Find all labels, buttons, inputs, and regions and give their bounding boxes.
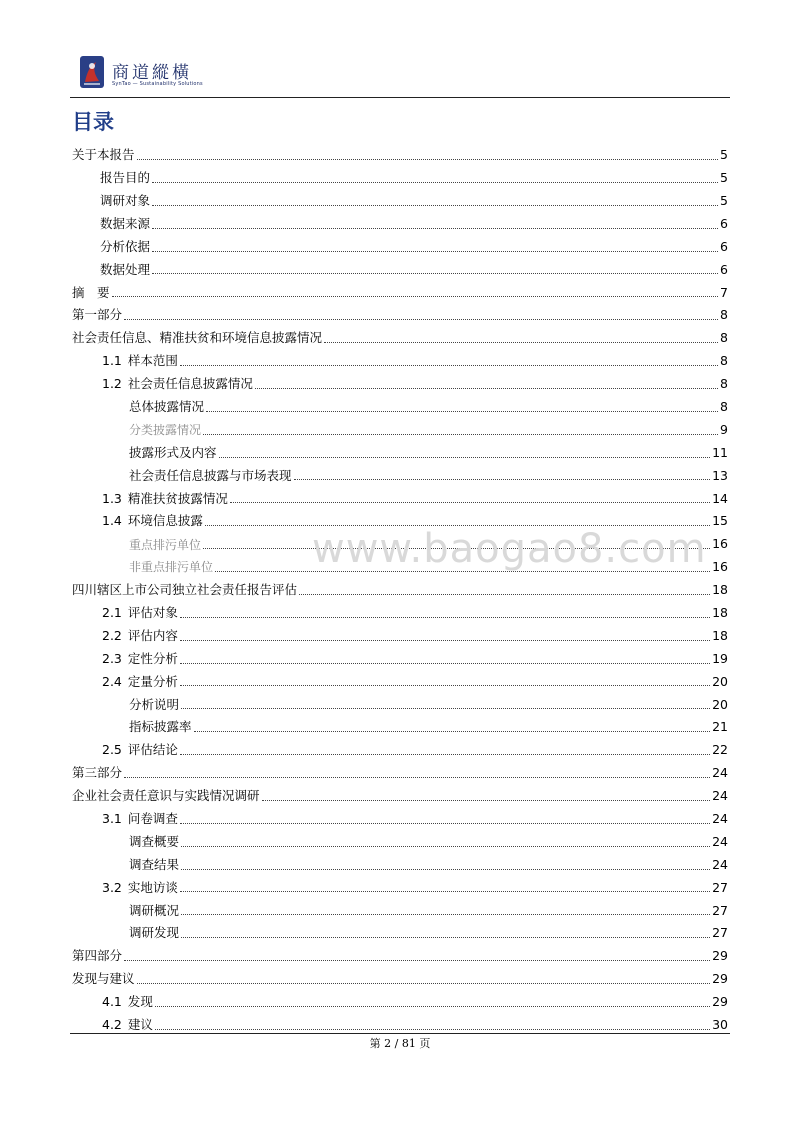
toc-entry-page: 5 [720,192,728,208]
toc-entry[interactable] [72,281,728,304]
toc-entry[interactable] [72,945,728,968]
toc-leader-dots [181,846,710,847]
toc-entry-label: 数据来源 [100,215,151,231]
logo-title: 商道縱橫 [112,63,192,83]
toc-entry[interactable] [72,670,728,693]
toc-entry-page: 13 [712,467,728,483]
watermark: www.baogao8.com [312,526,707,572]
toc-entry-page: 24 [712,833,728,849]
toc-entry[interactable] [72,739,728,762]
toc-entry-page: 6 [720,215,728,231]
toc-entry-label: 社会责任信息披露与市场表现 [129,467,292,483]
toc-entry-page: 5 [720,147,728,163]
toc-entry-number: 2.5 [102,742,122,758]
toc-entry[interactable] [72,464,728,487]
toc-entry-number: 2.4 [102,673,122,689]
toc-entry[interactable] [72,831,728,854]
toc-entry[interactable] [72,396,728,419]
toc-entry-label: 精准扶贫披露情况 [127,490,228,506]
toc-leader-dots [137,983,711,984]
toc-entry-page: 22 [712,742,728,758]
toc-entry-page: 24 [712,788,728,804]
toc-entry-label: 总体披露情况 [129,398,205,414]
toc-entry-page: 14 [712,490,728,506]
toc-entry-label: 定性分析 [127,650,178,666]
toc-leader-dots [205,525,710,526]
toc-entry-label: 第三部分 [72,765,123,781]
toc-entry[interactable] [72,648,728,671]
toc-entry-page: 19 [712,650,728,666]
toc-entry-page: 24 [712,811,728,827]
toc-entry-label: 重点排污单位 [129,537,202,552]
toc-entry-page: 18 [712,627,728,643]
toc-leader-dots [181,708,710,709]
toc-entry-label: 定量分析 [127,673,178,689]
toc-leader-dots [203,434,718,435]
footer-separator: / [394,1037,399,1050]
toc-entry[interactable] [72,419,728,442]
toc-entry[interactable] [72,190,728,213]
toc-entry-label: 调研对象 [100,192,151,208]
footer-divider [70,1033,730,1034]
toc-entry-label: 四川辖区上市公司独立社会责任报告评估 [72,582,298,598]
toc-entry-number: 2.1 [102,605,122,620]
toc-leader-dots [180,685,710,686]
toc-leader-dots [194,731,711,732]
toc-leader-dots [124,960,710,961]
toc-entry-label: 社会责任信息披露情况 [127,376,253,392]
toc-entry-page: 9 [720,421,728,437]
page-footer [0,1035,800,1051]
toc-leader-dots [152,273,718,274]
toc-leader-dots [180,891,710,892]
toc-leader-dots [124,777,710,778]
toc-entry-page: 29 [712,948,728,964]
toc-entry-label: 样本范围 [127,353,178,369]
toc-entry[interactable] [72,144,728,167]
toc-entry-label: 发现 [127,994,153,1010]
toc-entry-page: 8 [720,376,728,392]
toc-leader-dots [181,937,710,938]
toc-entry-page: 20 [712,673,728,689]
toc-entry-page: 29 [712,994,728,1010]
toc-leader-dots [155,1029,710,1030]
toc-entry[interactable] [72,602,728,625]
toc-entry[interactable] [72,258,728,281]
toc-entry-page: 16 [712,536,728,552]
toc-entry[interactable] [72,808,728,831]
toc-entry[interactable] [72,991,728,1014]
toc-entry-label: 社会责任信息、精准扶贫和环境信息披露情况 [72,330,323,346]
toc-entry-page: 7 [720,284,728,300]
toc-entry[interactable] [72,877,728,900]
toc-leader-dots [112,296,718,297]
toc-entry[interactable] [72,899,728,922]
toc-entry-label: 报告目的 [100,170,151,186]
toc-entry-page: 20 [712,696,728,712]
toc-entry[interactable] [72,854,728,877]
toc-entry-label: 调查结果 [129,856,180,872]
toc-entry-page: 30 [712,1017,728,1033]
toc-entry-page: 11 [712,444,728,460]
toc-entry[interactable] [72,785,728,808]
toc-leader-dots [152,182,718,183]
toc-entry[interactable] [72,373,728,396]
toc-leader-dots [230,502,710,503]
toc-entry[interactable] [72,510,728,533]
toc-leader-dots [181,914,710,915]
toc-entry-page: 8 [720,307,728,323]
toc-entry[interactable] [72,533,728,556]
toc-entry[interactable] [72,327,728,350]
toc-leader-dots [180,365,718,366]
toc-entry[interactable] [72,442,728,465]
toc-entry[interactable] [72,213,728,236]
toc-entry-page: 6 [720,261,728,277]
toc-entry-label: 摘 要 [72,284,110,300]
toc-leader-dots [124,319,718,320]
toc-leader-dots [180,663,710,664]
toc-entry-label: 环境信息披露 [127,513,203,529]
page-title: 目录 [72,110,114,134]
toc-entry-page: 24 [712,856,728,872]
toc-leader-dots [180,640,710,641]
toc-entry[interactable] [72,968,728,991]
toc-entry-label: 评估对象 [127,605,178,620]
toc-entry-page: 18 [712,605,728,620]
toc-entry-page: 21 [712,719,728,735]
toc-entry-page: 18 [712,582,728,598]
toc-leader-dots [215,571,710,572]
toc-entry[interactable] [72,350,728,373]
toc-entry-label: 第一部分 [72,307,123,323]
toc-leader-dots [299,594,710,595]
toc-entry-label: 披露形式及内容 [129,444,217,460]
toc-entry[interactable] [72,625,728,648]
toc-leader-dots [181,869,710,870]
toc-entry-number: 3.2 [102,879,122,895]
toc-entry[interactable] [72,487,728,510]
toc-entry-label: 第四部分 [72,948,123,964]
toc-entry-number: 2.3 [102,650,122,666]
toc-entry-page: 8 [720,330,728,346]
toc-leader-dots [152,228,718,229]
toc-leader-dots [203,548,710,549]
header-divider [70,97,730,98]
toc-entry[interactable] [72,579,728,602]
toc-entry-label: 发现与建议 [72,971,135,987]
toc-leader-dots [137,159,718,160]
toc-entry-label: 实地访谈 [127,879,178,895]
toc-entry-label: 非重点排污单位 [129,560,214,575]
logo-subtitle: SynTao — Sustainability Solutions [112,81,203,87]
toc-entry-label: 分析说明 [129,696,180,712]
toc-entry-page: 5 [720,170,728,186]
table-of-contents [72,144,728,1037]
toc-entry-page: 24 [712,765,728,781]
toc-entry-label: 问卷调查 [127,811,178,827]
toc-entry-label: 评估内容 [127,627,178,643]
toc-entry-label: 关于本报告 [72,147,135,163]
toc-entry-page: 16 [712,559,728,575]
toc-entry-page: 6 [720,238,728,254]
toc-entry-number: 3.1 [102,811,122,827]
toc-entry-number: 1.3 [102,490,122,506]
toc-leader-dots [152,251,718,252]
toc-entry-page: 29 [712,971,728,987]
toc-leader-dots [155,1006,710,1007]
toc-entry[interactable] [72,716,728,739]
toc-entry-label: 评估结论 [127,742,178,758]
toc-entry-page: 27 [712,902,728,918]
toc-entry[interactable] [72,762,728,785]
toc-leader-dots [255,388,718,389]
toc-entry-number: 1.2 [102,376,122,392]
toc-entry-label: 指标披露率 [129,719,192,735]
toc-leader-dots [180,617,710,618]
toc-entry[interactable] [72,236,728,259]
toc-entry-number: 2.2 [102,627,122,643]
toc-leader-dots [219,457,711,458]
toc-entry-label: 数据处理 [100,261,151,277]
toc-entry-page: 27 [712,925,728,941]
toc-entry-number: 1.4 [102,513,122,529]
page-header [70,50,730,98]
footer-prefix: 第 [369,1037,381,1050]
toc-entry-number: 4.2 [102,1017,122,1033]
toc-entry[interactable] [72,922,728,945]
toc-entry-label: 建议 [127,1017,153,1033]
toc-entry-label: 分析依据 [100,238,151,254]
footer-current-page: 2 [384,1037,392,1050]
toc-entry-page: 15 [712,513,728,529]
footer-suffix: 页 [419,1037,431,1050]
toc-leader-dots [180,754,710,755]
toc-entry-label: 调研概况 [129,902,180,918]
toc-leader-dots [294,479,711,480]
toc-entry-label: 企业社会责任意识与实践情况调研 [72,788,260,804]
toc-entry-page: 8 [720,353,728,369]
toc-entry-number: 1.1 [102,353,122,369]
toc-entry[interactable] [72,167,728,190]
toc-entry-page: 27 [712,879,728,895]
logo-emblem-icon [78,54,106,90]
footer-total-pages: 81 [401,1037,416,1050]
toc-entry-page: 8 [720,398,728,414]
toc-entry-number: 4.1 [102,994,122,1010]
toc-entry[interactable] [72,693,728,716]
toc-leader-dots [180,823,710,824]
toc-entry[interactable] [72,304,728,327]
toc-leader-dots [152,205,718,206]
toc-leader-dots [324,342,718,343]
toc-entry-label: 调查概要 [129,833,180,849]
toc-entry[interactable] [72,556,728,579]
toc-entry-label: 调研发现 [129,925,180,941]
toc-leader-dots [262,800,711,801]
toc-leader-dots [206,411,718,412]
toc-entry-label: 分类披露情况 [129,423,202,438]
